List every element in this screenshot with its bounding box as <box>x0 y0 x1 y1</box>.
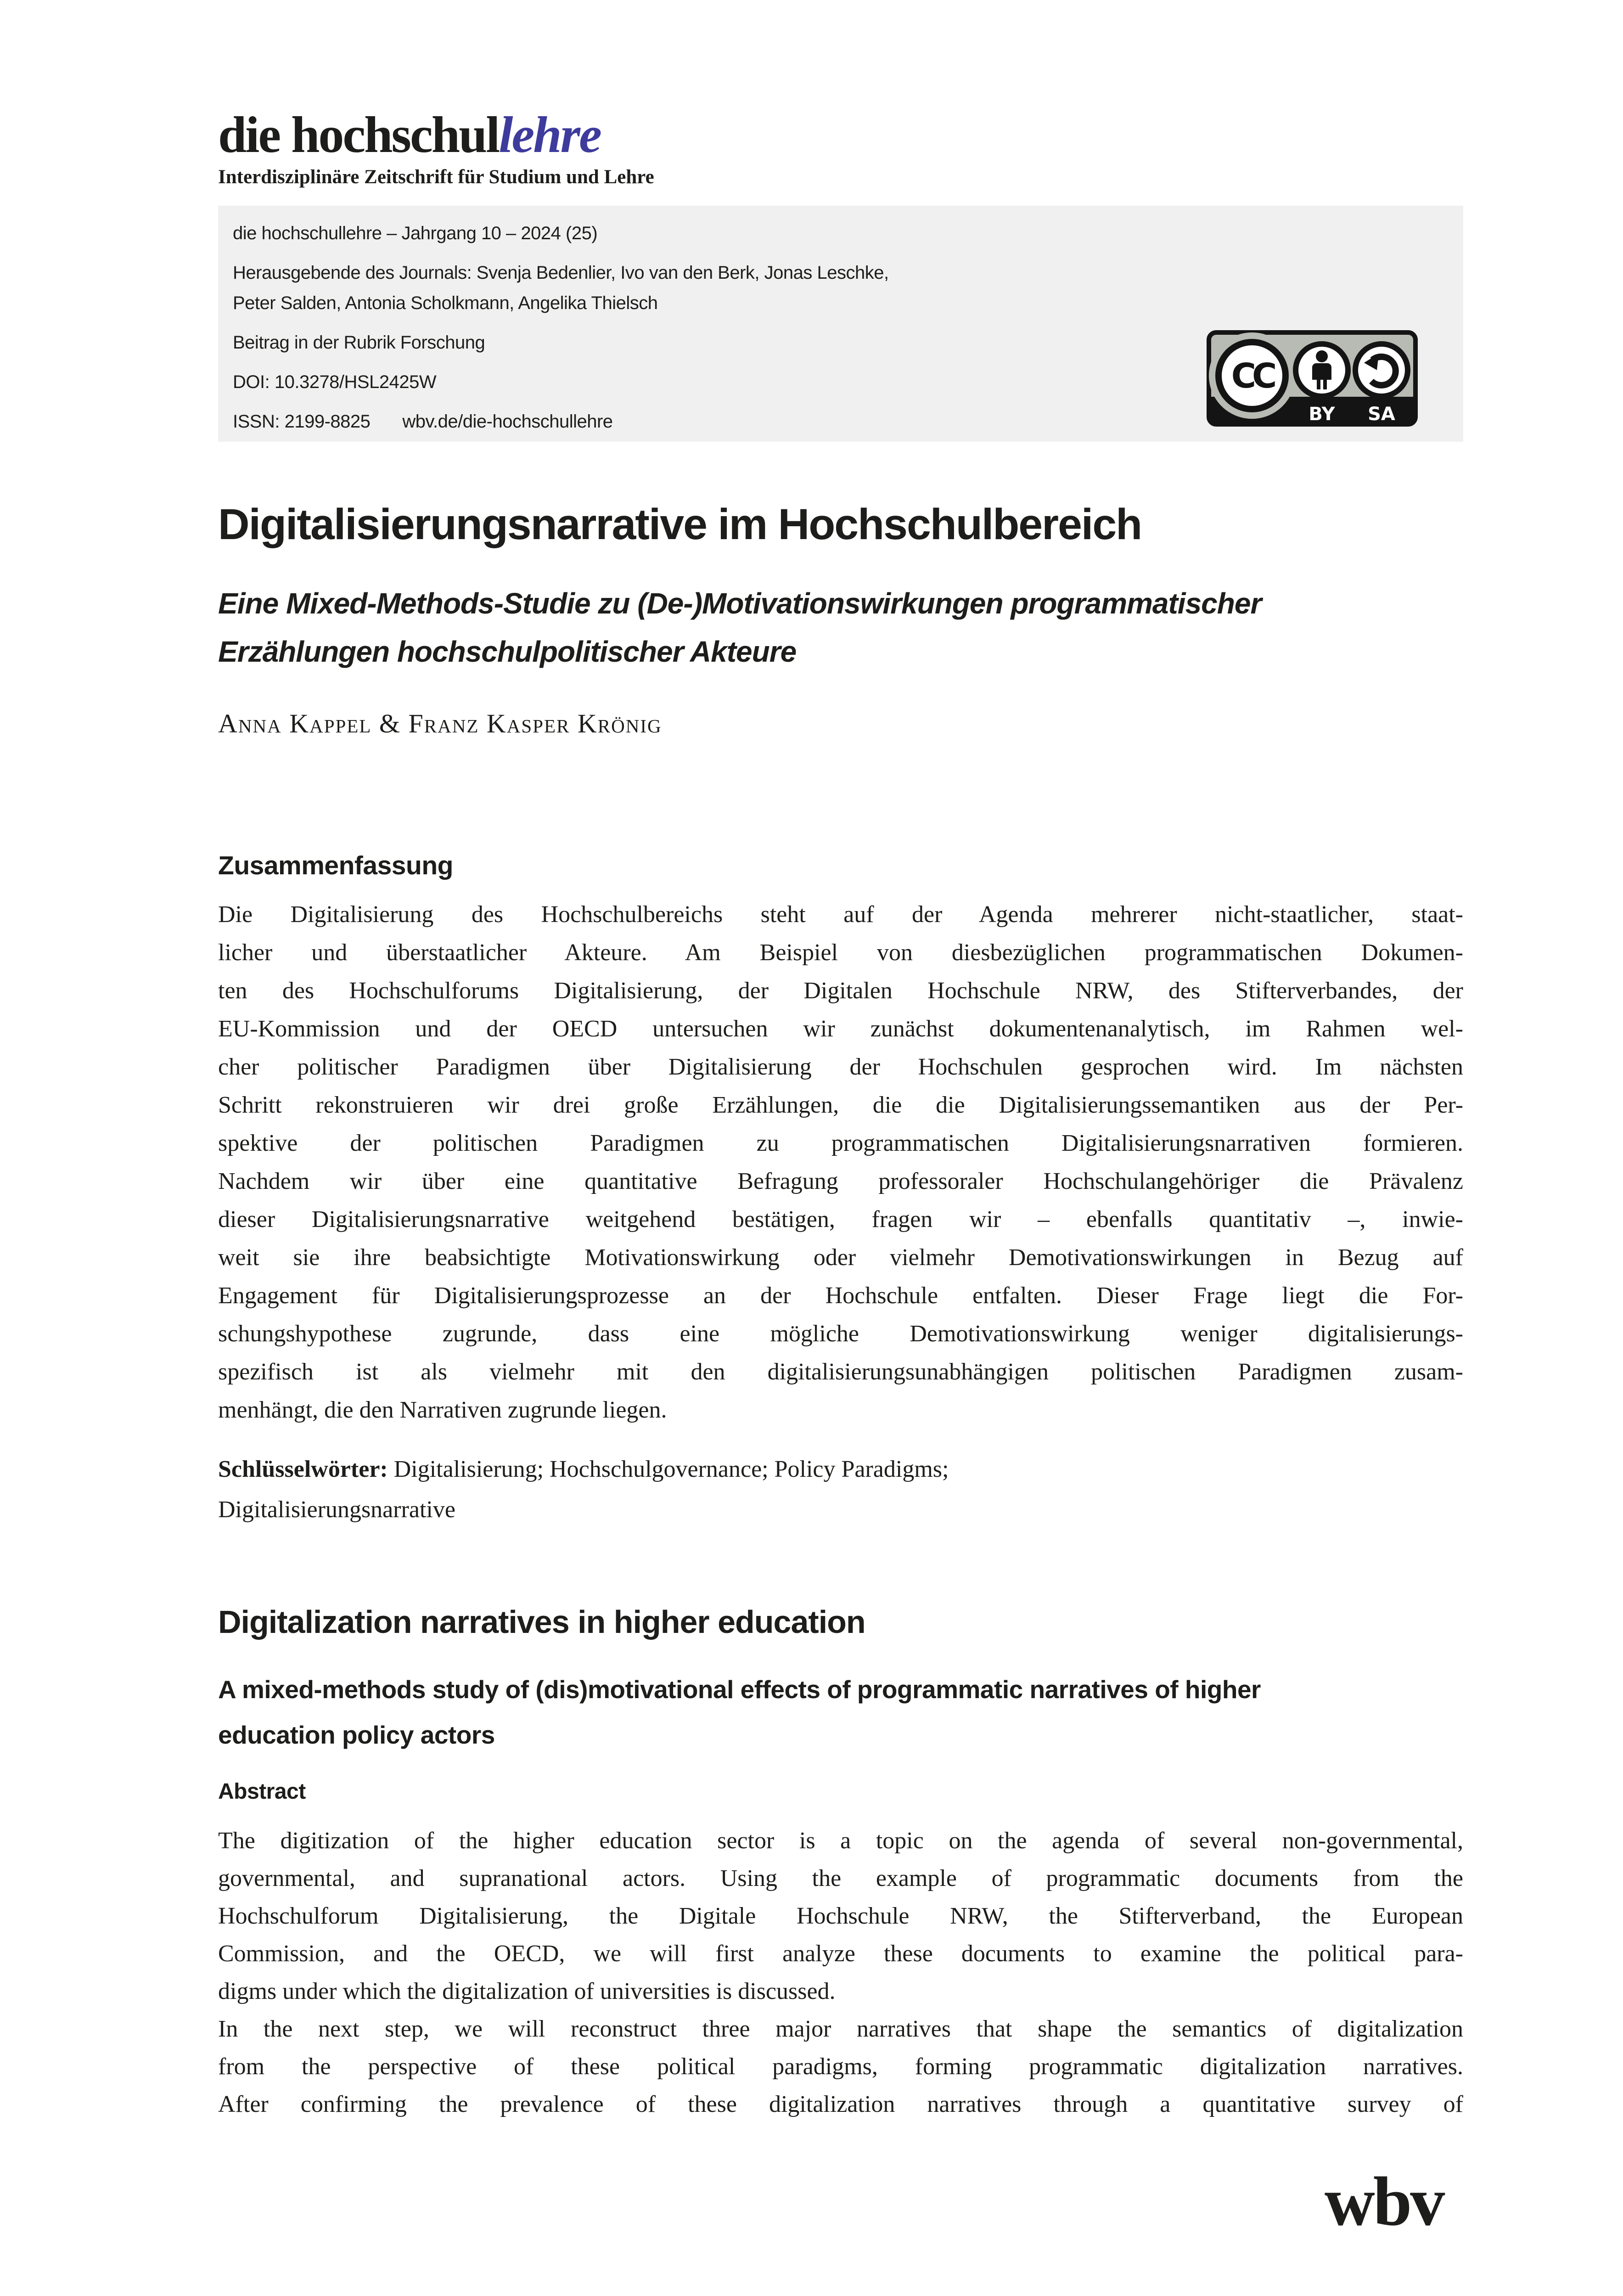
header-info-box <box>218 206 1463 442</box>
publisher-logo: wbv <box>1325 2163 1443 2240</box>
text-line: Commission, and the OECD, we will first analyze these documents to examine the political para- <box>218 1941 1463 1967</box>
keywords-block <box>218 1449 1463 1530</box>
text-line: from the perspective of these political paradigms, forming programmatic digitalization narratives. <box>218 2054 1463 2080</box>
heading-zusammenfassung: Zusammenfassung <box>218 851 453 880</box>
heading-abstract: Abstract <box>218 1779 306 1804</box>
text-line: cher politischer Paradigmen über Digitalisierung der Hochschulen gesprochen wird. Im nächsten <box>218 1054 1463 1080</box>
keywords-text: Digitalisierung; Hochschulgovernance; Policy Paradigms; <box>387 1456 949 1482</box>
by-person-icon <box>1296 344 1348 396</box>
text-line: A mixed-methods study of (dis)motivational effects of programmatic narratives of higher <box>218 1675 1261 1704</box>
logo-main-text: die hochschul <box>218 107 499 163</box>
text-line: Erzählungen hochschulpolitischer Akteure <box>218 635 797 668</box>
text-line: schungshypothese zugrunde, dass eine mögliche Demotivationswirkung weniger digitalisierungs- <box>218 1321 1463 1347</box>
text-line: EU-Kommission und der OECD untersuchen wir zunächst dokumentenanalytisch, im Rahmen wel- <box>218 1016 1463 1042</box>
abstract-en <box>218 1822 1463 2123</box>
text-line: weit sie ihre beabsichtigte Motivationswirkung oder vielmehr Demotivationswirkungen in Bezug auf <box>218 1244 1463 1271</box>
text-line: The digitization of the higher education sector is a topic on the agenda of several non-governmental, <box>218 1828 1463 1854</box>
abstract-de <box>218 895 1463 1429</box>
issn-value: ISSN: 2199-8825 <box>233 411 371 432</box>
text-line: spezifisch ist als vielmehr mit den digitalisierungsunabhängigen politischen Paradigmen zusam- <box>218 1359 1463 1385</box>
text-line: Schritt rekonstruieren wir drei große Erzählungen, die die Digitalisierungssemantiken aus der Per- <box>218 1092 1463 1118</box>
svg-text:CC: CC <box>1231 356 1273 396</box>
abstract-en-para-2 <box>218 2010 1463 2123</box>
text-line: licher und überstaatlicher Akteure. Am Beispiel von diesbezüglichen programmatischen Dokumen- <box>218 940 1463 966</box>
text-line: education policy actors <box>218 1721 495 1749</box>
text-line: governmental, and supranational actors. Using the example of programmatic documents from the <box>218 1865 1463 1891</box>
editors-line-1: Herausgebende des Journals: Svenja Bedenlier, Ivo van den Berk, Jonas Leschke, <box>233 263 889 283</box>
text-line: Die Digitalisierung des Hochschulbereichs steht auf der Agenda mehrerer nicht-staatlicher, staat- <box>218 901 1463 928</box>
text-line: After confirming the prevalence of these digitalization narratives through a quantitative survey of <box>218 2091 1463 2117</box>
by-label: BY <box>1309 404 1335 425</box>
sa-label: SA <box>1368 404 1395 425</box>
text-line: ten des Hochschulforums Digitalisierung, der Digitalen Hochschule NRW, des Stifterverbandes, der <box>218 978 1463 1004</box>
journal-url[interactable]: wbv.de/die-hochschullehre <box>402 411 613 432</box>
text-line: dieser Digitalisierungsnarrative weitgehend bestätigen, fragen wir – ebenfalls quantitativ –, inwie- <box>218 1206 1463 1232</box>
article-subtitle-de <box>218 580 1485 676</box>
text-line: spektive der politischen Paradigmen zu programmatischen Digitalisierungsnarrativen formieren. <box>218 1130 1463 1156</box>
heading-en-title: Digitalization narratives in higher education <box>218 1604 865 1640</box>
logo-accent-text: lehre <box>499 107 601 163</box>
text-line: menhängt, die den Narrativen zugrunde liegen. <box>218 1397 667 1423</box>
text-line: Nachdem wir über eine quantitative Befragung professoraler Hochschulangehöriger die Prävalenz <box>218 1168 1463 1194</box>
journal-logo-wordmark <box>218 109 654 161</box>
keywords-label: Schlüsselwörter: <box>218 1456 388 1482</box>
text-line: digms under which the digitalization of universities is discussed. <box>218 1978 836 2004</box>
heading-en-subtitle <box>218 1667 1490 1758</box>
editors-line-2: Peter Salden, Antonia Scholkmann, Angelika Thielsch <box>233 293 658 313</box>
sa-arrow-icon <box>1355 344 1408 396</box>
text-line: Hochschulforum Digitalisierung, the Digitale Hochschule NRW, the Stifterverband, the European <box>218 1903 1463 1929</box>
cc-license-badge <box>1206 330 1418 427</box>
abstract-en-para-1 <box>218 1822 1463 2010</box>
text-line: Eine Mixed-Methods-Studie zu (De-)Motivationswirkungen programmatischer <box>218 587 1262 620</box>
issn-url-line <box>233 411 613 433</box>
keywords-line-1 <box>218 1449 1463 1490</box>
journal-tagline: Interdisziplinäre Zeitschrift für Studium und Lehre <box>218 166 654 188</box>
journal-logo <box>218 109 654 188</box>
issue-line: die hochschullehre – Jahrgang 10 – 2024 (25) <box>233 223 598 243</box>
text-line: In the next step, we will reconstruct three major narratives that shape the semantics of digitalization <box>218 2016 1463 2042</box>
rubric-line: Beitrag in der Rubrik Forschung <box>233 332 485 353</box>
article-title-de: Digitalisierungsnarrative im Hochschulbereich <box>218 500 1142 549</box>
doi-line: DOI: 10.3278/HSL2425W <box>233 372 437 392</box>
article-authors: Anna Kappel & Franz Kasper Krönig <box>218 709 662 738</box>
cc-icon <box>1219 342 1286 409</box>
text-line: Engagement für Digitalisierungsprozesse an der Hochschule entfalten. Dieser Frage liegt die For- <box>218 1283 1463 1309</box>
keywords-line-2: Digitalisierungsnarrative <box>218 1497 455 1523</box>
